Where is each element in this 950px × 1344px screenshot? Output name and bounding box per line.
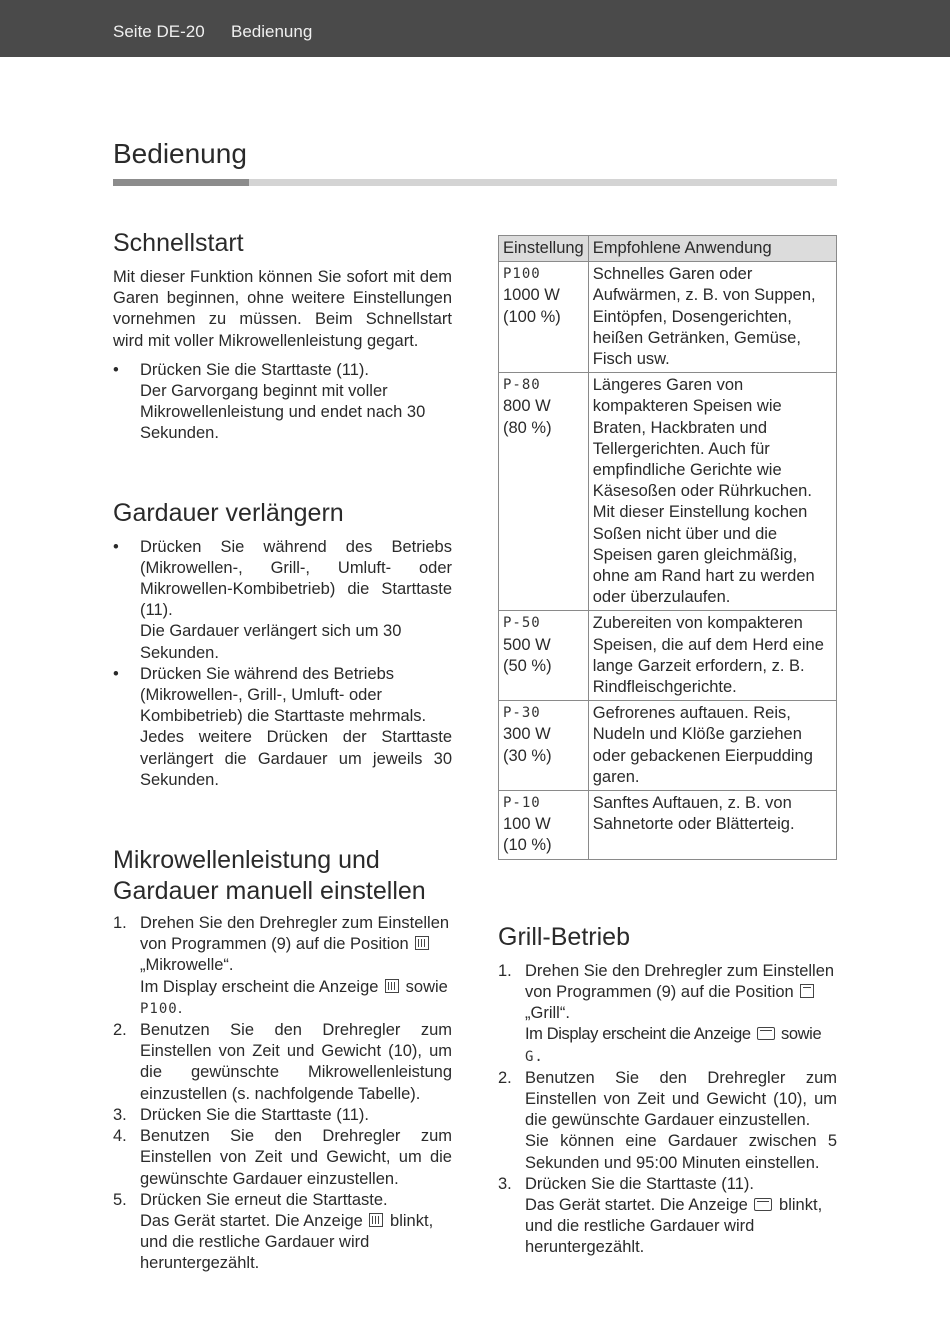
step-item xyxy=(498,961,837,1068)
step-number: 1. xyxy=(113,914,127,933)
table-row xyxy=(499,701,837,791)
step-label: „Grill“. xyxy=(525,1004,570,1023)
left-column xyxy=(113,228,452,1275)
table-row xyxy=(499,791,837,860)
table-cell-setting xyxy=(499,373,589,611)
heading-line: Mikrowellenleistung und xyxy=(113,846,380,875)
microwave-icon xyxy=(385,979,399,993)
power-percent: (30 %) xyxy=(503,746,552,765)
page-title: Bedienung xyxy=(113,138,247,169)
section-manuell xyxy=(113,845,452,1274)
display-code: P-50 xyxy=(503,615,541,632)
section-grill xyxy=(498,922,837,1259)
display-code: G. xyxy=(525,1048,544,1065)
table-cell-use: Längeres Garen von kompakteren Speisen wie Braten, Hackbraten und Tellergerichten. Auch für empfindliche Gerichte wie Käsesoßen oder Rührkuchen. Mit dieser Einstellung kochen Soßen nicht über und die Speisen garen gleichmäßig, ohne am Rand hart zu werden oder überzulaufen. xyxy=(588,373,836,611)
step-text: Drehen Sie den Drehregler zum Einstellen von Programmen (9) auf die Position xyxy=(525,961,835,1001)
step-result: sowie xyxy=(405,977,448,996)
display-code: P-30 xyxy=(503,705,541,722)
heading-line: Gardauer manuell einstellen xyxy=(113,877,426,906)
step-label: „Mikrowelle“. xyxy=(140,956,234,975)
schnellstart-list xyxy=(113,360,452,445)
step-text: Benutzen Sie den Drehregler zum Einstellen von Zeit und Gewicht (10), um die gewünschte Gardauer einzustellen. xyxy=(525,1068,837,1130)
step-item: 1. Drehen Sie den Drehregler zum Einstellen von Programmen (9) auf die Position „Mikrowelle“. Im Display erscheint die Anzeige sowie P100. xyxy=(113,914,450,1017)
list-item-text: Drücken Sie die Starttaste (11). xyxy=(140,360,369,379)
step-result: blinkt, und die restliche Gardauer wird heruntergezählt. xyxy=(525,1195,823,1257)
step-item xyxy=(498,1174,837,1259)
power-percent: (100 %) xyxy=(503,307,561,326)
section-verlaengern xyxy=(113,498,452,791)
display-code: P-10 xyxy=(503,795,541,812)
step-result: sowie xyxy=(781,1025,822,1044)
power-watt: 1000 W xyxy=(503,286,560,305)
step-item xyxy=(113,1020,452,1105)
display-code: P-80 xyxy=(503,377,541,394)
table-row xyxy=(499,262,837,373)
schnellstart-intro: Mit dieser Funktion können Sie sofort mit dem Garen beginnen, ohne weitere Einstellungen vornehmen zu müssen. Beim Schnellstart wird mit voller Mikrowellenleistung gegart. xyxy=(113,268,452,350)
step-text: Drücken Sie die Starttaste (11). xyxy=(525,1174,754,1193)
step-text: Benutzen Sie den Drehregler zum Einstellen von Zeit und Gewicht (10), um die gewünschte Mikrowellenleistung einzustellen (s. nachfolgende Tabelle). xyxy=(140,1021,452,1103)
title-rule xyxy=(113,179,837,186)
step-text: Drücken Sie erneut die Starttaste. xyxy=(140,1190,388,1209)
step-number: 3. xyxy=(498,1174,512,1193)
step-result: Das Gerät startet. Die Anzeige xyxy=(525,1195,748,1214)
page-number: Seite DE-20 xyxy=(113,22,205,41)
display-code: P100 xyxy=(503,266,541,283)
step-result: Sie können eine Gardauer zwischen 5 Sekunden und 95:00 Minuten einstellen. xyxy=(525,1132,837,1172)
microwave-icon xyxy=(369,1213,383,1227)
heading-schnellstart: Schnellstart xyxy=(113,229,244,257)
bullet-mark: • xyxy=(113,664,119,683)
step-item xyxy=(113,1126,452,1190)
heading-grill: Grill-Betrieb xyxy=(498,922,630,951)
step-item xyxy=(113,1105,452,1126)
table-cell-setting xyxy=(499,791,589,860)
step-number: 1. xyxy=(498,961,512,980)
right-column xyxy=(498,235,837,1259)
title-rule-accent xyxy=(113,179,249,186)
microwave-icon xyxy=(415,936,429,950)
power-percent: (80 %) xyxy=(503,418,552,437)
power-watt: 300 W xyxy=(503,725,551,744)
step-text: Drücken Sie die Starttaste (11). xyxy=(140,1105,369,1124)
list-item-result: Die Gardauer verlängert sich um 30 Sekunden. xyxy=(140,622,402,662)
page-header xyxy=(0,0,950,57)
list-item xyxy=(113,664,452,791)
power-table xyxy=(498,235,837,860)
power-percent: (10 %) xyxy=(503,836,552,855)
grill-display-icon xyxy=(754,1198,772,1211)
manuell-steps xyxy=(113,913,452,1274)
list-item-text: Drücken Sie während des Betriebs (Mikrowellen-, Grill-, Umluft- oder Mikrowellen-Kombibetrieb) die Starttaste (11). xyxy=(140,537,452,620)
verlaengern-list xyxy=(113,537,452,791)
table-header-use: Empfohlene Anwendung xyxy=(588,236,836,262)
power-watt: 800 W xyxy=(503,397,551,416)
list-item-result: Jedes weitere Drücken der Starttaste verlängert die Gardauer um jeweils 30 Sekunden. xyxy=(140,728,452,789)
step-number: 5. xyxy=(113,1190,127,1209)
power-percent: (50 %) xyxy=(503,656,552,675)
table-cell-setting xyxy=(499,262,589,373)
step-item xyxy=(113,1190,452,1275)
heading-verlaengern: Gardauer verlängern xyxy=(113,498,344,527)
step-number: 2. xyxy=(113,1021,127,1040)
grill-display-icon xyxy=(757,1027,775,1040)
table-cell-setting xyxy=(499,701,589,791)
step-result: Im Display erscheint die Anzeige xyxy=(140,977,379,996)
power-watt: 500 W xyxy=(503,635,551,654)
table-cell-setting xyxy=(499,611,589,701)
table-cell-use: Schnelles Garen oder Aufwärmen, z. B. von Suppen, Eintöpfen, Dosengerichten, heißen Getränken, Gemüse, Fisch usw. xyxy=(588,262,836,373)
bullet-mark: • xyxy=(113,537,119,556)
table-header-setting: Einstellung xyxy=(499,236,589,262)
step-number: 3. xyxy=(113,1105,127,1124)
step-number: 4. xyxy=(113,1127,127,1146)
step-result: blinkt, und die restliche Gardauer wird heruntergezählt. xyxy=(140,1211,434,1273)
grill-icon xyxy=(800,984,814,998)
step-number: 2. xyxy=(498,1068,512,1087)
power-watt: 100 W xyxy=(503,815,551,834)
table-cell-use: Sanftes Auftauen, z. B. von Sahnetorte oder Blätterteig. xyxy=(588,791,836,860)
list-item xyxy=(113,360,452,445)
list-item-result: Der Garvorgang beginnt mit voller Mikrowellenleistung und endet nach 30 Sekunden. xyxy=(140,382,426,443)
grill-steps xyxy=(498,961,837,1259)
table-cell-use: Zubereiten von kompakteren Speisen, die auf dem Herd eine lange Garzeit erfordern, z. B. Rindfleischgerichte. xyxy=(588,611,836,701)
heading-manuell xyxy=(113,845,452,907)
table-row xyxy=(499,611,837,701)
bullet-mark: • xyxy=(113,360,119,379)
step-text: Drehen Sie den Drehregler zum Einstellen von Programmen (9) auf die Position xyxy=(140,914,450,954)
step-result: Im Display erscheint die Anzeige xyxy=(525,1025,751,1044)
display-code: P100 xyxy=(140,1000,178,1017)
step-item xyxy=(498,1068,837,1174)
table-row xyxy=(499,373,837,611)
table-header-row xyxy=(499,236,837,262)
step-text: Benutzen Sie den Drehregler zum Einstellen von Zeit und Gewicht, um die gewünschte Gardauer einzustellen. xyxy=(140,1127,452,1188)
list-item xyxy=(113,537,452,664)
step-result: Das Gerät startet. Die Anzeige xyxy=(140,1211,363,1230)
list-item-text: Drücken Sie während des Betriebs (Mikrowellen-, Grill-, Umluft- oder Kombibetrieb) die Starttaste mehrmals. xyxy=(140,664,427,726)
table-cell-use: Gefrorenes auftauen. Reis, Nudeln und Klöße garziehen oder gebackenen Eierpudding garen. xyxy=(588,701,836,791)
header-section: Bedienung xyxy=(231,22,313,41)
section-schnellstart xyxy=(113,228,452,445)
